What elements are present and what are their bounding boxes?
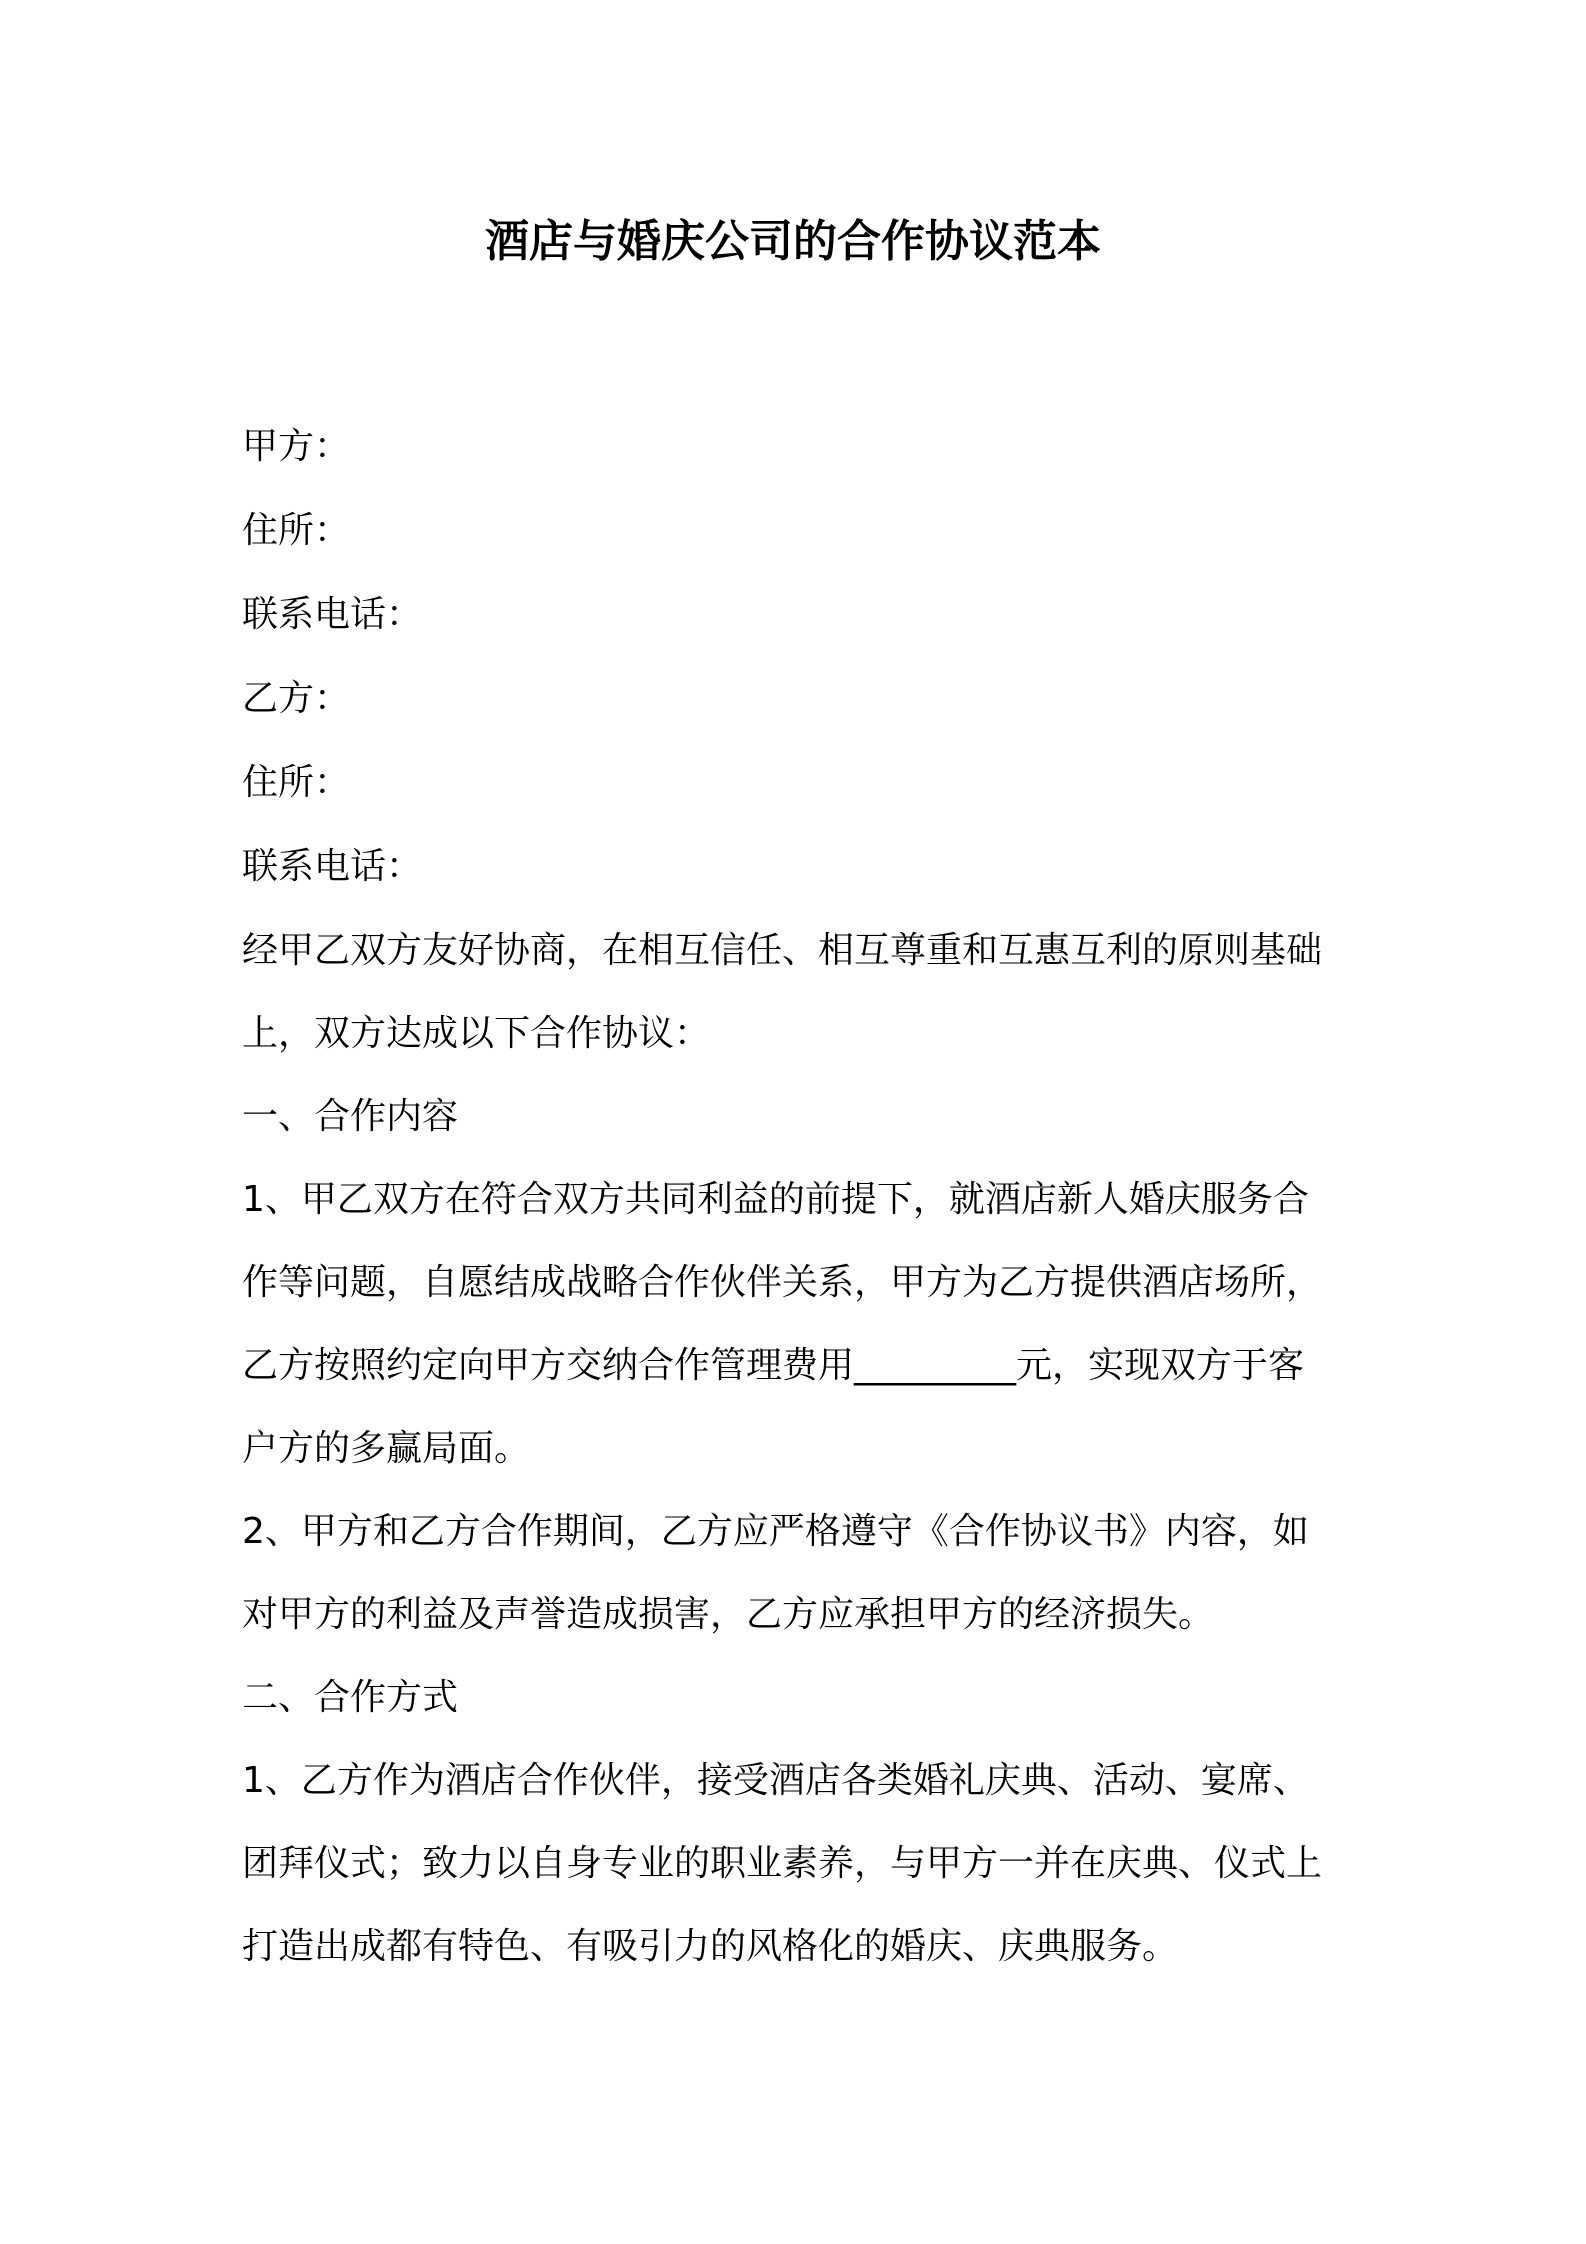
- section1-item2-line: 对甲方的利益及声誉造成损害，乙方应承担甲方的经济损失。: [242, 1594, 1215, 1635]
- section1-item1-line: 户方的多赢局面。: [242, 1428, 531, 1469]
- document-body: [242, 405, 1362, 1988]
- document-title: 酒店与婚庆公司的合作协议范本: [485, 216, 1101, 267]
- party-a-address-label: 住所：: [242, 510, 351, 551]
- party-b-label: 乙方：: [242, 678, 351, 719]
- intro-line: 经甲乙双方友好协商，在相互信任、相互尊重和互惠互利的原则基础: [242, 930, 1323, 971]
- section2-item1-line: 打造出成都有特色、有吸引力的风格化的婚庆、庆典服务。: [242, 1926, 1179, 1967]
- section2-heading: 二、合作方式: [242, 1677, 459, 1718]
- section1-item1-line: 1、甲乙双方在符合双方共同利益的前提下，就酒店新人婚庆服务合: [242, 1179, 1309, 1220]
- section1-heading: 一、合作内容: [242, 1096, 459, 1137]
- intro-line: 上，双方达成以下合作协议：: [242, 1013, 711, 1054]
- section1-item1-line: 乙方按照约定向甲方交纳合作管理费用_________元，实现双方于客: [242, 1345, 1305, 1386]
- party-b-phone-label: 联系电话：: [242, 846, 423, 887]
- section2-item1-line: 团拜仪式；致力以自身专业的职业素养，与甲方一并在庆典、仪式上: [242, 1843, 1323, 1884]
- section2-item1-line: 1、乙方作为酒店合作伙伴，接受酒店各类婚礼庆典、活动、宴席、: [242, 1760, 1309, 1801]
- party-a-label: 甲方：: [242, 426, 351, 467]
- party-b-address-label: 住所：: [242, 762, 351, 803]
- party-a-phone-label: 联系电话：: [242, 594, 423, 635]
- section1-item1-line: 作等问题，自愿结成战略合作伙伴关系，甲方为乙方提供酒店场所，: [242, 1262, 1323, 1303]
- section1-item2-line: 2、甲方和乙方合作期间，乙方应严格遵守《合作协议书》内容，如: [242, 1511, 1309, 1552]
